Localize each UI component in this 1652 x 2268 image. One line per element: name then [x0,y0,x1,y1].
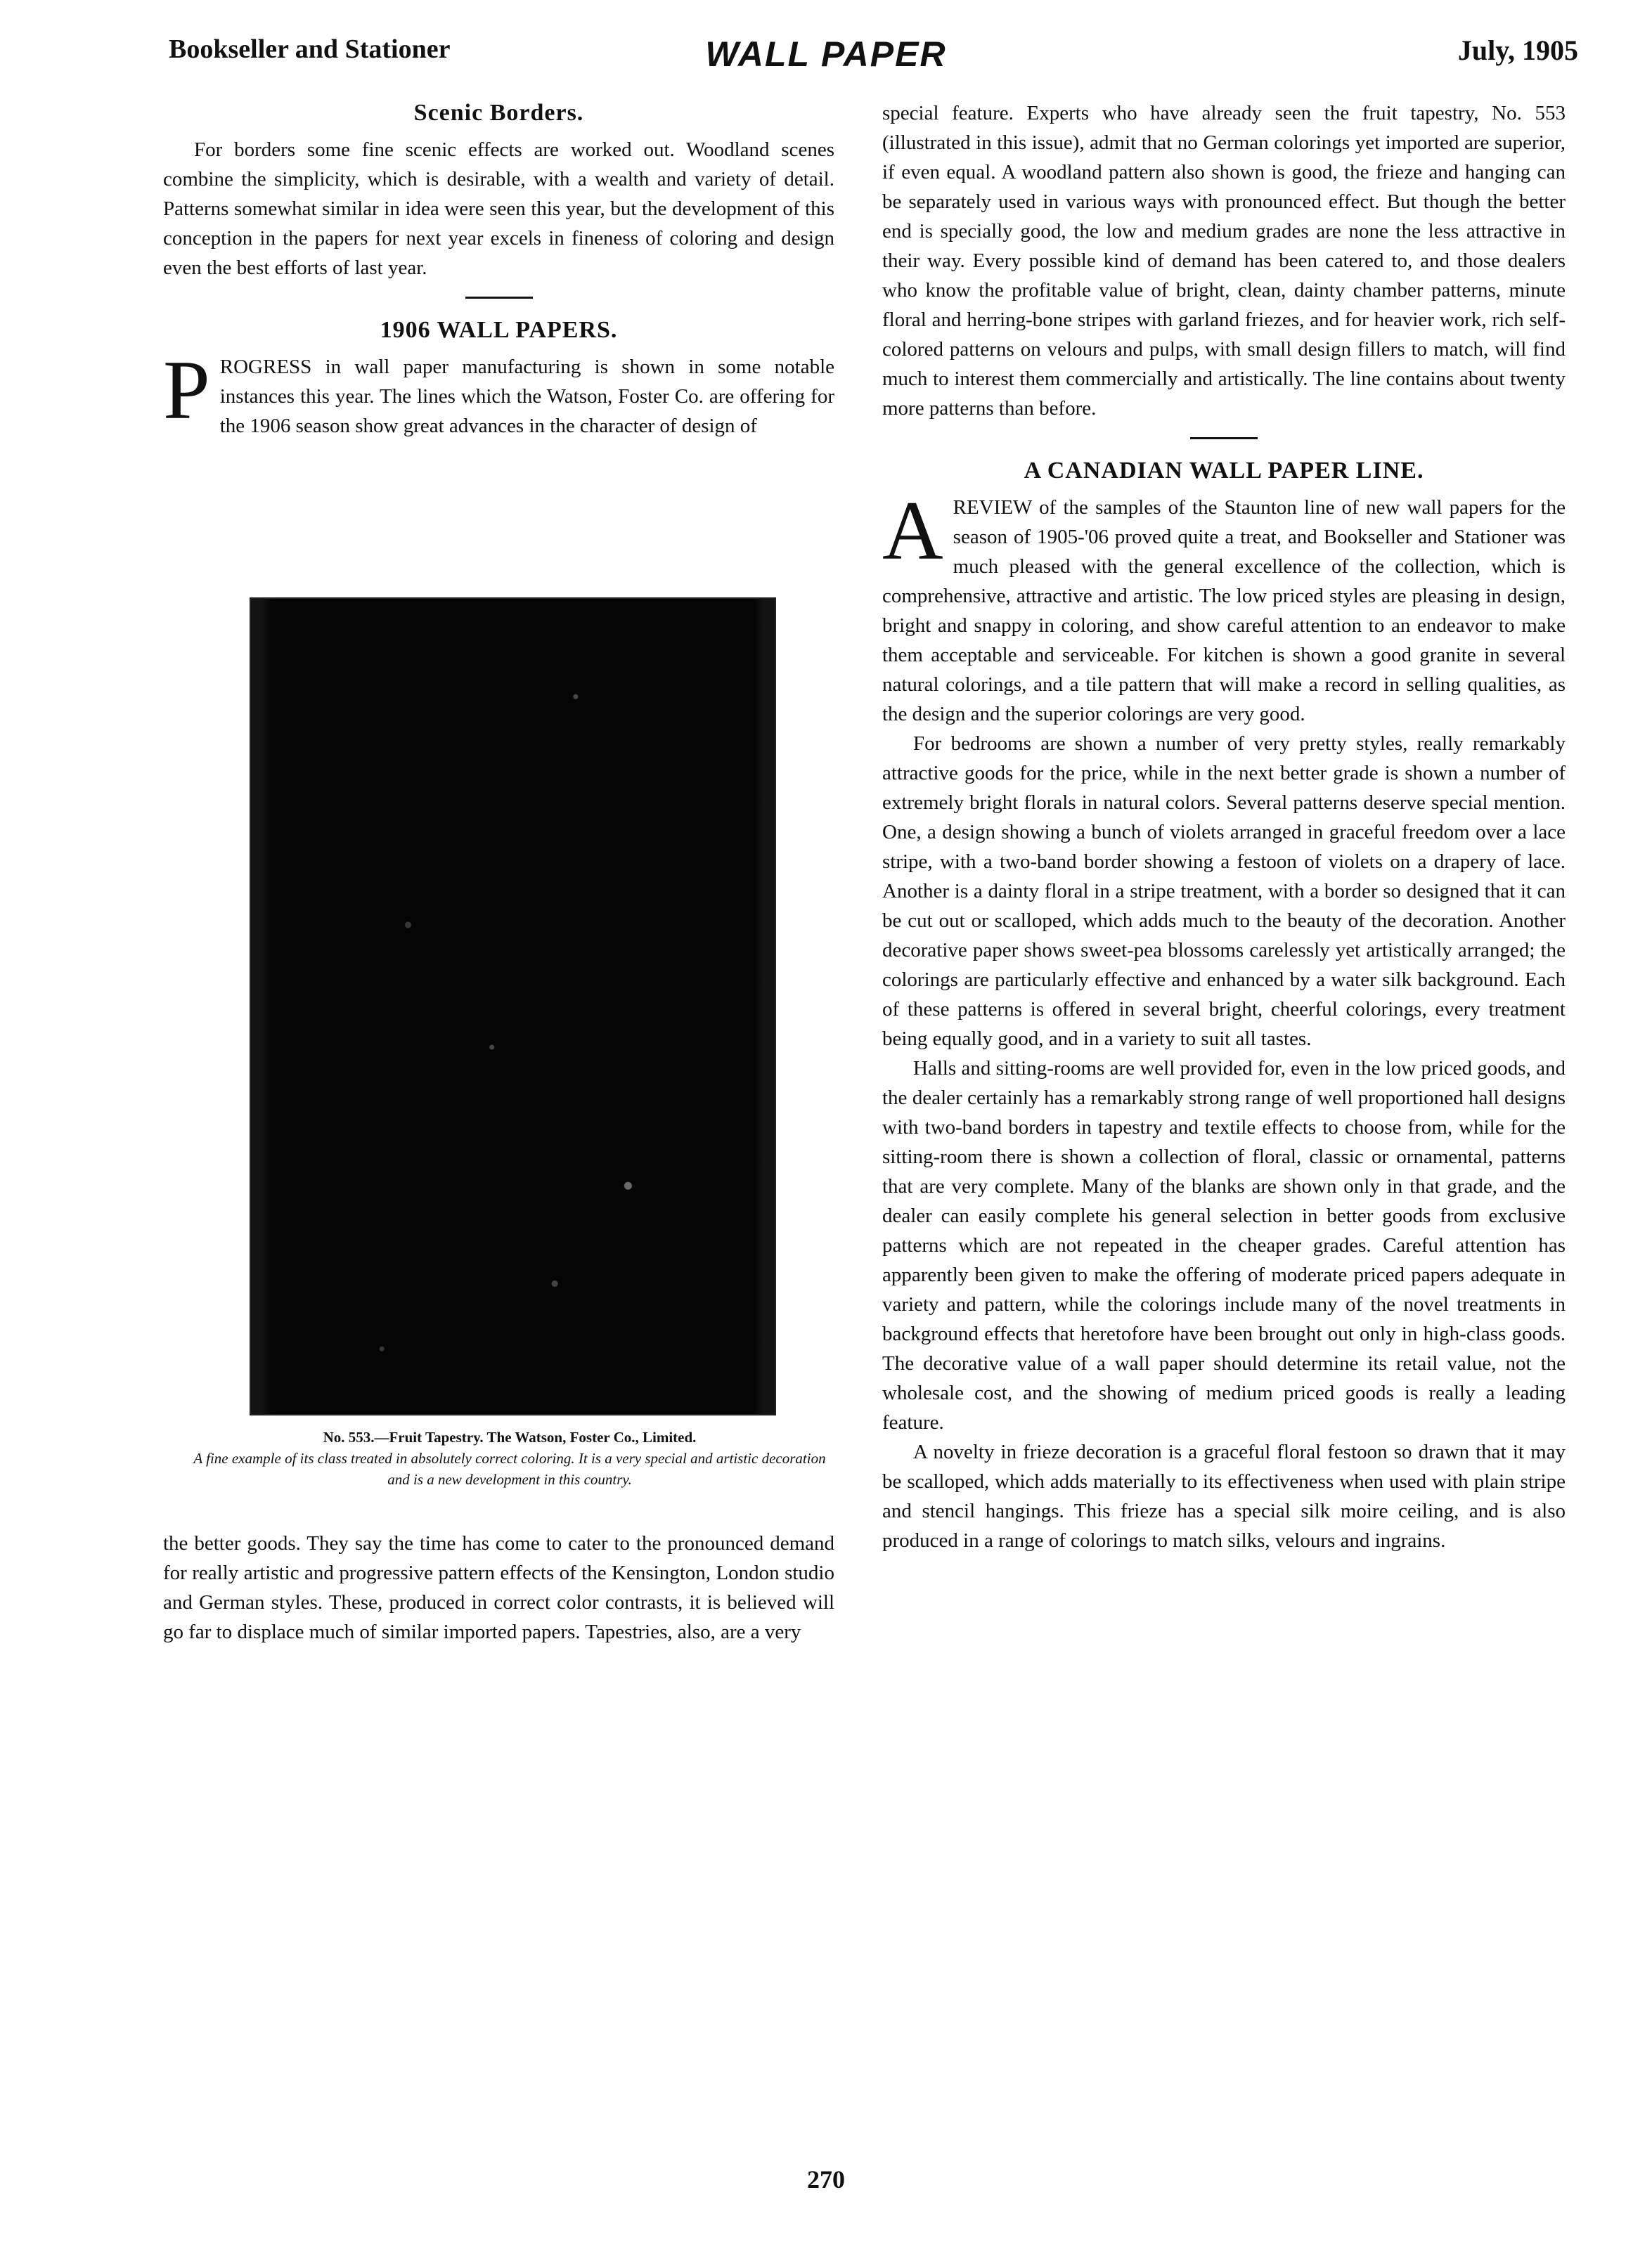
figure-caption-description: A fine example of its class treated in absolutely correct coloring. It is a very special and artistic decoration and is a new development in this country. [193,1450,826,1488]
section-separator [465,297,533,299]
canadian-paragraph-1 [882,484,1566,729]
canadian-line-heading: A CANADIAN WALL PAPER LINE. [1024,458,1424,484]
figure-caption [190,1427,830,1490]
fruit-tapestry-photo [250,597,776,1415]
running-header-publication: Bookseller and Stationer [169,34,451,64]
right-column [882,98,1566,1555]
drop-cap-a: A [882,484,943,577]
page-number: 270 [807,2165,845,2194]
wall-papers-paragraph [163,343,834,441]
left-column-continued [163,1529,834,1647]
canadian-text-1: REVIEW of the samples of the Staunton line of new wall papers for the season of 1905-'06 proved quite a treat, and Bookseller and Stationer was much pleased with the general excellence of the collection, which is comprehensive, attractive and artistic. The low priced styles are pleasing in design, bright and snappy in coloring, and show careful attention to an endeavor to make them acceptable and serviceable. For kitchen is shown a good granite in several natural colorings, and a tile pattern that will make a record in selling qualities, as the design and the superior colorings are very good. [882,496,1566,725]
canadian-paragraph-4: A novelty in frieze decoration is a graceful floral festoon so drawn that it may be scalloped, which adds materially to its effectiveness when used with plain stripe and stencil hangings. This frieze has a special silk moire ceiling, and is also produced in a range of colorings to match silks, velours and ingrains. [882,1441,1566,1552]
canadian-paragraph-3: Halls and sitting-rooms are well provided for, even in the low priced goods, and the dealer certainly has a remarkably strong range of well proportioned hall designs with two-band borders in tapestry and textile effects to choose from, while for the sitting-room there is shown a collection of floral, classic or ornamental, patterns that are very complete. Many of the blanks are shown only in that grade, and the dealer can easily complete his general selection in better goods from exclusive patterns which are not repeated in the cheaper grades. Careful attention has apparently been given to make the offering of moderate priced papers adequate in variety and pattern, while the colorings include many of the novel treatments in background effects that heretofore have been brought out only in high-class goods. The decorative value of a wall paper should determine its retail value, not the wholesale cost, and the showing of medium priced goods is really a leading feature. [882,1057,1566,1434]
running-header-section: WALL PAPER [705,34,947,74]
figure-caption-title: No. 553.—Fruit Tapestry. The Watson, Foster Co., Limited. [323,1429,697,1446]
wall-papers-text: ROGRESS in wall paper manufacturing is shown in some notable instances this year. The lines which the Watson, Foster Co. are offering for the 1906 season show great advances in the character of design of [219,356,834,437]
section-separator-right [1190,437,1258,439]
scenic-borders-text: For borders some fine scenic effects are worked out. Woodland scenes combine the simplicity, which is desirable, with a wealth and variety of detail. Patterns somewhat similar in idea were seen this year, but the development of this conception in the papers for next year excels in fineness of coloring and design even the best efforts of last year. [163,138,834,279]
left-column [163,98,834,441]
wall-papers-heading: 1906 WALL PAPERS. [380,317,618,343]
canadian-paragraph-2: For bedrooms are shown a number of very pretty styles, really remarkably attractive goods for the price, while in the next better grade is shown a number of extremely bright florals in natural colors. Several patterns deserve special mention. One, a design showing a bunch of violets arranged in graceful freedom over a lace stripe, with a two-band border showing a festoon of violets on a drapery of lace. Another is a dainty floral in a stripe treatment, with a border so designed that it can be cut out or scalloped, which adds much to the beauty of the decoration. Another decorative paper shows sweet-pea blossoms carelessly yet artistically arranged; the colorings are particularly effective and enhanced by a water silk background. Each of these patterns is offered in several bright, cheerful colorings, every treatment being equally good, and in a variety to suit all tastes. [882,732,1566,1050]
intro-text: special feature. Experts who have already seen the fruit tapestry, No. 553 (illustrated in this issue), admit that no German colorings yet imported are superior, if even equal. A woodland pattern also shown is good, the frieze and hanging can be separately used in various ways with pronounced effect. But though the better end is specially good, the low and medium grades are none the less attractive in their way. Every possible kind of demand has been catered to, and those dealers who know the profitable value of bright, clean, dainty chamber patterns, minute floral and herring-bone stripes with garland friezes, and for heavier work, rich self-colored patterns on velours and pulps, with small design fillers to match, will find much to interest them commercially and artistically. The line contains about twenty more patterns than before. [882,102,1566,420]
scenic-borders-heading: Scenic Borders. [413,100,584,126]
drop-cap-p: P [163,343,210,436]
continued-text: the better goods. They say the time has come to cater to the pronounced demand for really artistic and progressive pattern effects of the Kensington, London studio and German styles. These, produced in correct color contrasts, it is believed will go far to displace much of similar imported papers. Tapestries, also, are a very [163,1532,834,1643]
running-header-date: July, 1905 [1457,34,1578,66]
